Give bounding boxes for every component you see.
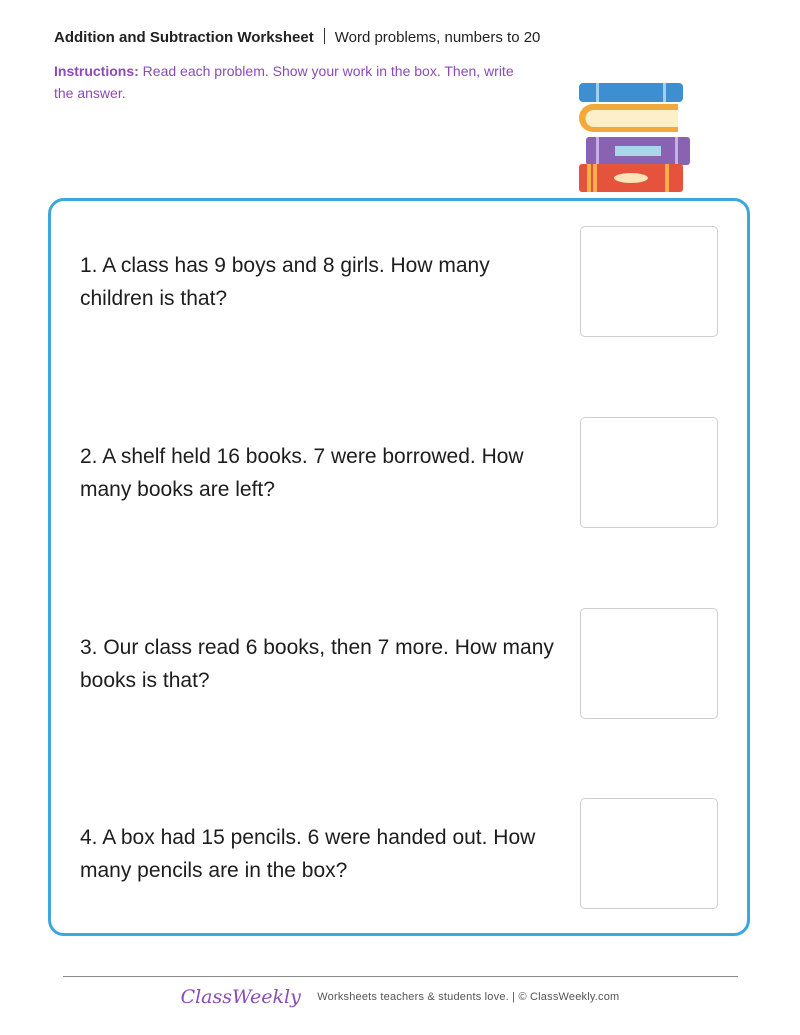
problem-2: 2. A shelf held 16 books. 7 were borrowed. How many books are left? <box>80 445 524 501</box>
instructions-text: Read each problem. Show your work in the box. Then, write the answer. <box>54 63 514 101</box>
footer-divider <box>63 976 738 977</box>
worksheet-title: Addition and Subtraction Worksheet <box>54 29 314 46</box>
worksheet-subtitle: Word problems, numbers to 20 <box>334 29 541 46</box>
header-divider <box>324 28 325 44</box>
footer-tagline: Worksheets teachers & students love. | © ClassWeekly.com <box>317 991 620 1003</box>
instructions-label: Instructions: <box>54 63 139 79</box>
brand-logo: ClassWeekly <box>180 986 301 1008</box>
problem-3: 3. Our class read 6 books, then 7 more. How many books is that? <box>80 636 554 692</box>
answer-box-4[interactable] <box>580 798 718 909</box>
footer <box>0 986 800 1008</box>
problem-1: 1. A class has 9 boys and 8 girls. How many children is that? <box>80 254 490 310</box>
instructions <box>54 60 534 104</box>
answer-box-1[interactable] <box>580 226 718 337</box>
answer-box-2[interactable] <box>580 417 718 528</box>
stack-of-books-icon <box>576 80 694 195</box>
worksheet-header <box>54 28 540 46</box>
answer-box-3[interactable] <box>580 608 718 719</box>
problem-4: 4. A box had 15 pencils. 6 were handed out. How many pencils are in the box? <box>80 826 536 882</box>
